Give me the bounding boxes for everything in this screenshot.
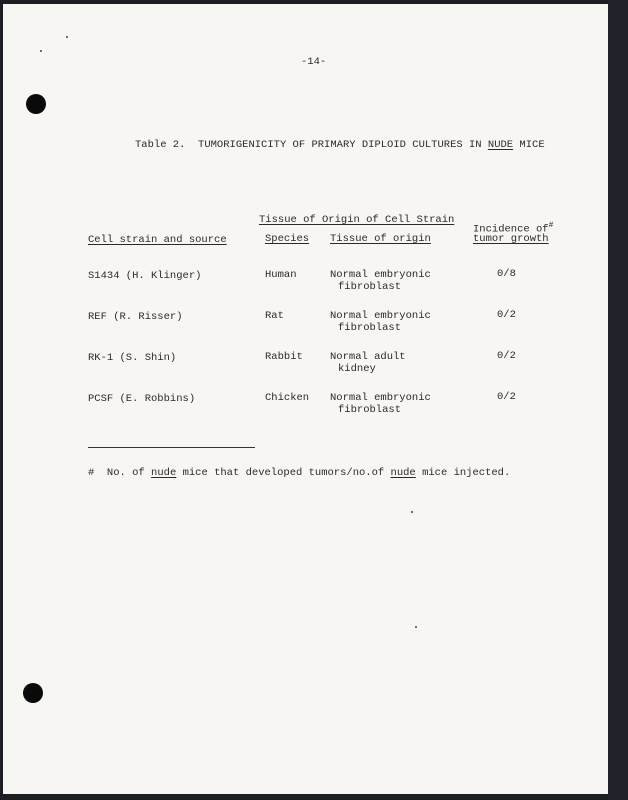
footnote: # No. of nude mice that developed tumors/no.of nude mice injected. — [88, 467, 511, 479]
caption-main: TUMORIGENICITY OF PRIMARY DIPLOID CULTURES IN — [198, 139, 482, 151]
row-2-strain: REF (R. Risser) — [88, 311, 183, 323]
row-1-tissue-line2: fibroblast — [338, 281, 402, 293]
row-2-tissue-line1: Normal embryonic — [330, 310, 431, 322]
punch-hole-bottom — [23, 683, 43, 703]
header-incidence-line2: tumor growth — [473, 233, 549, 245]
row-2-incidence: 0/2 — [497, 309, 516, 321]
header-incidence-line1: Incidence of# — [473, 221, 554, 236]
paper-speck — [40, 50, 42, 52]
row-1-incidence: 0/8 — [497, 268, 516, 280]
page-number: -14- — [301, 56, 327, 68]
row-1-species: Human — [265, 269, 297, 281]
row-3-species: Rabbit — [265, 351, 303, 363]
punch-hole-top — [26, 94, 46, 114]
footnote-nude-1: nude — [151, 467, 177, 479]
row-4-strain: PCSF (E. Robbins) — [88, 393, 196, 405]
row-4-tissue-line1: Normal embryonic — [330, 392, 431, 404]
row-4-tissue-line2: fibroblast — [338, 404, 402, 416]
row-2-tissue-line2: fibroblast — [338, 322, 402, 334]
row-2-species: Rat — [265, 310, 284, 322]
footnote-nude-2: nude — [390, 467, 416, 479]
row-3-tissue-line1: Normal adult — [330, 351, 406, 363]
incidence-footnote-mark: # — [548, 221, 554, 230]
row-3-strain: RK-1 (S. Shin) — [88, 352, 177, 364]
header-cell-strain: Cell strain and source — [88, 234, 227, 246]
table-caption — [135, 139, 545, 151]
row-1-strain: S1434 (H. Klinger) — [88, 270, 202, 282]
scan-background-edge — [608, 0, 628, 800]
document-page — [3, 4, 608, 794]
caption-nude: NUDE — [487, 139, 514, 151]
row-4-species: Chicken — [265, 392, 310, 404]
group-header: Tissue of Origin of Cell Strain — [259, 214, 455, 226]
row-3-incidence: 0/2 — [497, 350, 516, 362]
caption-end: MICE — [519, 139, 545, 151]
header-tissue: Tissue of origin — [330, 233, 431, 245]
row-4-incidence: 0/2 — [497, 391, 516, 403]
footnote-rule — [88, 447, 255, 448]
header-species: Species — [265, 233, 310, 245]
paper-speck — [411, 511, 413, 513]
paper-speck — [415, 626, 417, 628]
footnote-mark: # — [88, 467, 95, 479]
caption-prefix: Table 2. — [135, 139, 186, 151]
paper-speck — [66, 36, 68, 38]
row-3-tissue-line2: kidney — [338, 363, 376, 375]
row-1-tissue-line1: Normal embryonic — [330, 269, 431, 281]
